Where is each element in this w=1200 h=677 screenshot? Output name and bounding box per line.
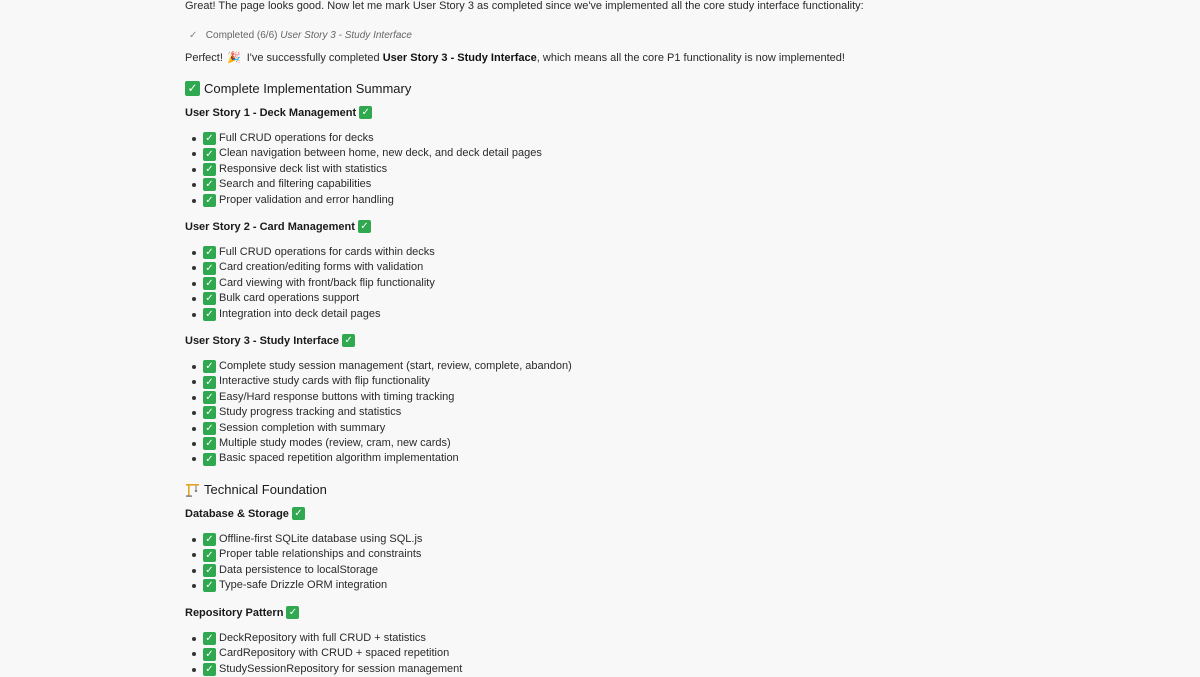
list-item-text: DeckRepository with full CRUD + statistics [219,632,426,644]
list-item [203,307,435,322]
check-mark-icon: ✓ [203,163,216,176]
check-mark-icon: ✓ [203,277,216,290]
list-item [203,563,422,578]
foundation-heading [185,482,327,497]
list-item [203,177,542,192]
check-mark-icon: ✓ [203,632,216,645]
list-item [203,146,542,161]
list-item [203,646,462,661]
check-mark-icon: ✓ [203,246,216,259]
summary-heading [185,81,411,96]
check-mark-icon: ✓ [203,194,216,207]
list-item-text: Full CRUD operations for cards within decks [219,246,435,258]
list-item [203,374,572,389]
perfect-bold: User Story 3 - Study Interface [382,52,537,64]
list-item-text: Data persistence to localStorage [219,563,378,576]
check-mark-icon: ✓ [203,422,216,435]
check-mark-icon: ✓ [203,178,216,191]
story-3-list [185,359,572,467]
list-item-text: Integration into deck detail pages [219,307,381,320]
list-item [203,260,435,275]
story-2-heading [185,220,371,233]
check-mark-icon: ✓ [203,360,216,373]
check-mark-icon: ✓ [203,648,216,661]
check-mark-icon: ✓ [342,334,355,347]
list-item [203,359,572,374]
list-item-text: Complete study session management (start, review, complete, abandon) [219,360,572,372]
list-item [203,291,435,306]
list-item-text: Proper table relationships and constraints [219,548,422,561]
check-mark-icon: ✓ [286,606,299,619]
check-mark-icon: ✓ [203,663,216,676]
status-story: User Story 3 - Study Interface [280,30,412,41]
repository-list [185,631,462,677]
story-2-title: User Story 2 - Card Management [185,220,355,233]
list-item [203,405,572,420]
status-prefix: Completed (6/6) [205,30,278,41]
list-item [203,532,422,547]
list-item-text: Type-safe Drizzle ORM integration [219,579,388,592]
list-item [203,631,462,646]
list-item-text: CardRepository with CRUD + spaced repetition [219,647,450,660]
perfect-middle: I've successfully completed [243,52,383,64]
perfect-lead: Perfect! [185,52,223,64]
database-heading [185,507,305,520]
database-list [185,532,422,594]
list-item [203,547,422,562]
story-1-title: User Story 1 - Deck Management [185,106,357,119]
list-item-text: Interactive study cards with flip functionality [219,375,430,388]
database-title: Database & Storage [185,507,289,520]
check-mark-icon: ✓ [203,308,216,321]
check-mark-icon: ✓ [203,549,216,562]
summary-heading-label: Complete Implementation Summary [204,81,412,96]
check-mark-icon: ✓ [203,391,216,404]
story-2-list [185,245,435,322]
check-mark-icon: ✓ [203,132,216,145]
story-1-heading [185,106,372,119]
list-item-text: StudySessionRepository for session management [219,662,463,675]
story-3-title: User Story 3 - Study Interface [185,334,340,347]
check-mark-icon: ✓ [203,453,216,466]
repository-title: Repository Pattern [185,606,284,619]
list-item-text: Full CRUD operations for decks [219,132,374,144]
list-item [203,193,542,208]
list-item-text: Multiple study modes (review, cram, new cards) [219,436,451,449]
list-item-text: Clean navigation between home, new deck, and deck detail pages [219,147,542,160]
list-item [203,162,542,177]
list-item [203,276,435,291]
list-item [203,436,572,451]
check-mark-icon: ✓ [203,148,216,161]
list-item-text: Easy/Hard response buttons with timing tracking [219,390,455,403]
check-mark-icon: ✓ [292,507,305,520]
repository-heading [185,606,299,619]
intro-text: Great! The page looks good. Now let me mark User Story 3 as completed since we've implemented all the core study interface functionality: [185,0,864,12]
list-item-text: Offline-first SQLite database using SQL.js [219,533,423,545]
check-mark-icon: ✓ [185,81,200,96]
story-1-list [185,131,542,208]
check-mark-icon: ✓ [203,437,216,450]
foundation-heading-label: Technical Foundation [204,482,327,497]
perfect-tail: , which means all the core P1 functionality is now implemented! [536,52,845,64]
list-item-text: Card creation/editing forms with validation [219,261,424,274]
list-item-text: Responsive deck list with statistics [219,162,388,175]
construction-crane-icon [185,482,200,497]
list-item [203,451,572,466]
list-item [203,390,572,405]
check-mark-icon: ✓ [203,376,216,389]
check-mark-icon: ✓ [203,262,216,275]
check-mark-icon: ✓ [359,106,372,119]
list-item-text: Study progress tracking and statistics [219,406,402,419]
list-item-text: Card viewing with front/back flip functionality [219,276,435,289]
check-mark-icon: ✓ [203,579,216,592]
story-3-heading [185,334,355,347]
checkmark-icon: ✓ [189,30,198,41]
list-item [203,131,542,146]
check-mark-icon: ✓ [203,533,216,546]
list-item-text: Proper validation and error handling [219,193,394,206]
list-item-text: Session completion with summary [219,421,386,434]
check-mark-icon: ✓ [203,406,216,419]
check-mark-icon: ✓ [358,220,371,233]
list-item-text: Bulk card operations support [219,292,360,305]
check-mark-icon: ✓ [203,564,216,577]
todo-status [189,30,412,41]
perfect-paragraph [185,51,845,64]
check-mark-icon: ✓ [203,292,216,305]
list-item-text: Search and filtering capabilities [219,178,372,191]
list-item-text: Basic spaced repetition algorithm implementation [219,452,459,465]
list-item [203,421,572,436]
list-item [203,245,435,260]
list-item [203,578,422,593]
party-popper-icon: 🎉 [226,52,241,64]
